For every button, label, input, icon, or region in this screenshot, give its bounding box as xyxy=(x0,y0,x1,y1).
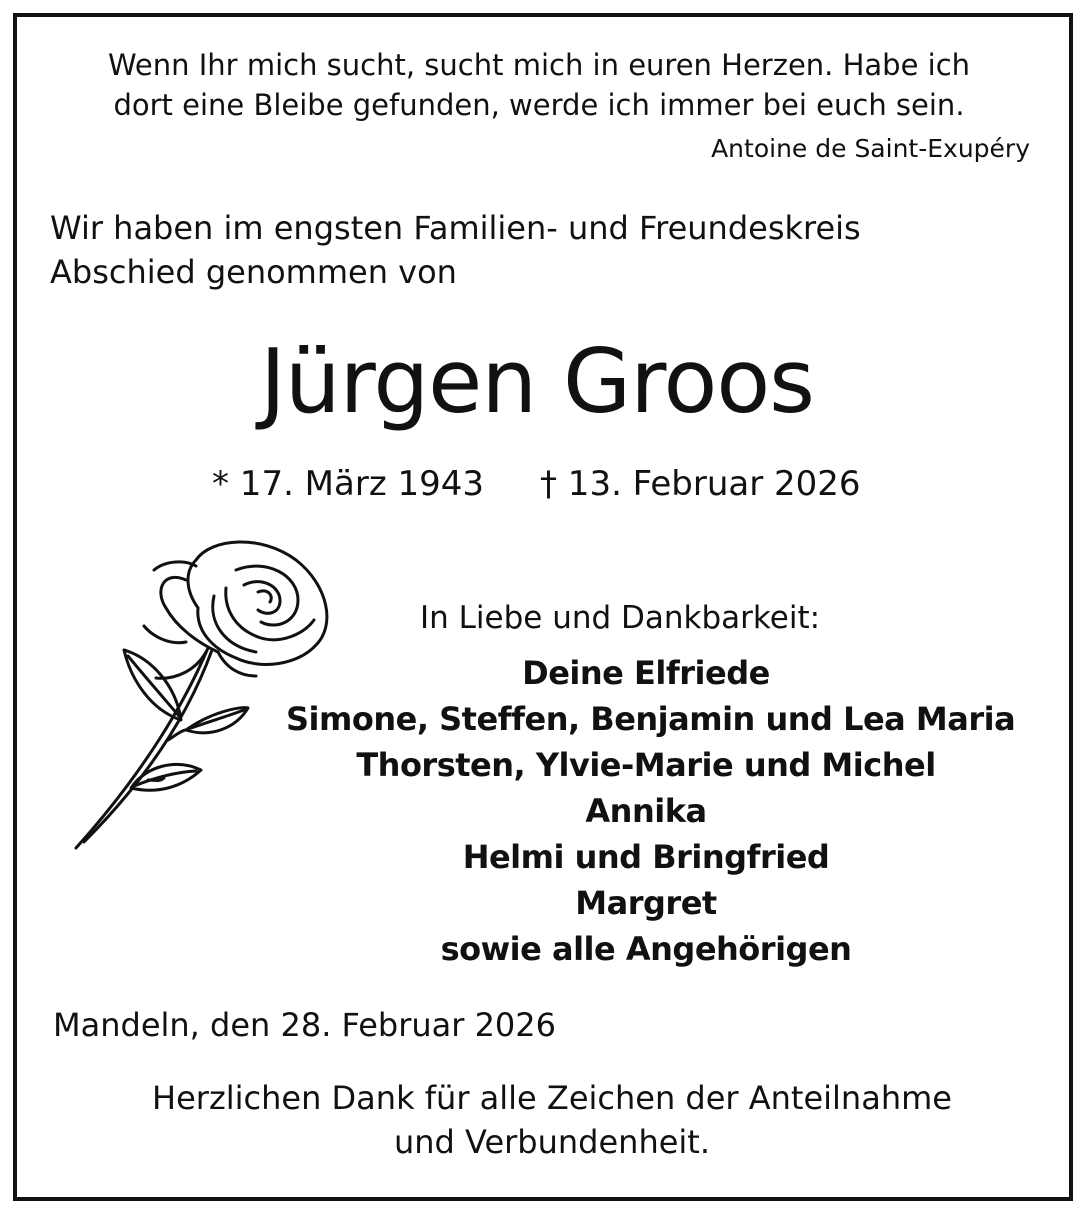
death-date: † 13. Februar 2026 xyxy=(540,464,861,504)
quote-line-1: Wenn Ihr mich sucht, sucht mich in euren Herzen. Habe ich xyxy=(107,48,971,82)
thanks-heading: In Liebe und Dankbarkeit: xyxy=(420,600,821,636)
birth-date: * 17. März 1943 xyxy=(212,464,485,504)
mourner-line: Thorsten, Ylvie-Marie und Michel xyxy=(356,746,936,784)
closing-line-2: und Verbundenheit. xyxy=(393,1123,711,1161)
closing-line-1: Herzlichen Dank für alle Zeichen der Anteilnahme xyxy=(152,1079,952,1117)
mourner-line: Deine Elfriede xyxy=(522,654,770,692)
mourner-line: Annika xyxy=(585,792,707,830)
deceased-name: Jürgen Groos xyxy=(259,330,815,433)
intro-line-2: Abschied genommen von xyxy=(50,253,457,291)
mourner-line: Simone, Steffen, Benjamin und Lea Maria xyxy=(286,700,1016,738)
mourner-line: Helmi und Bringfried xyxy=(462,838,830,876)
mourner-line: Margret xyxy=(575,884,717,922)
place-date: Mandeln, den 28. Februar 2026 xyxy=(53,1006,556,1044)
intro-line-1: Wir haben im engsten Familien- und Freundeskreis xyxy=(50,209,861,247)
mourner-line: sowie alle Angehörigen xyxy=(440,930,852,968)
quote-line-2: dort eine Bleibe gefunden, werde ich immer bei euch sein. xyxy=(113,88,965,122)
quote-author: Antoine de Saint-Exupéry xyxy=(711,134,1030,163)
